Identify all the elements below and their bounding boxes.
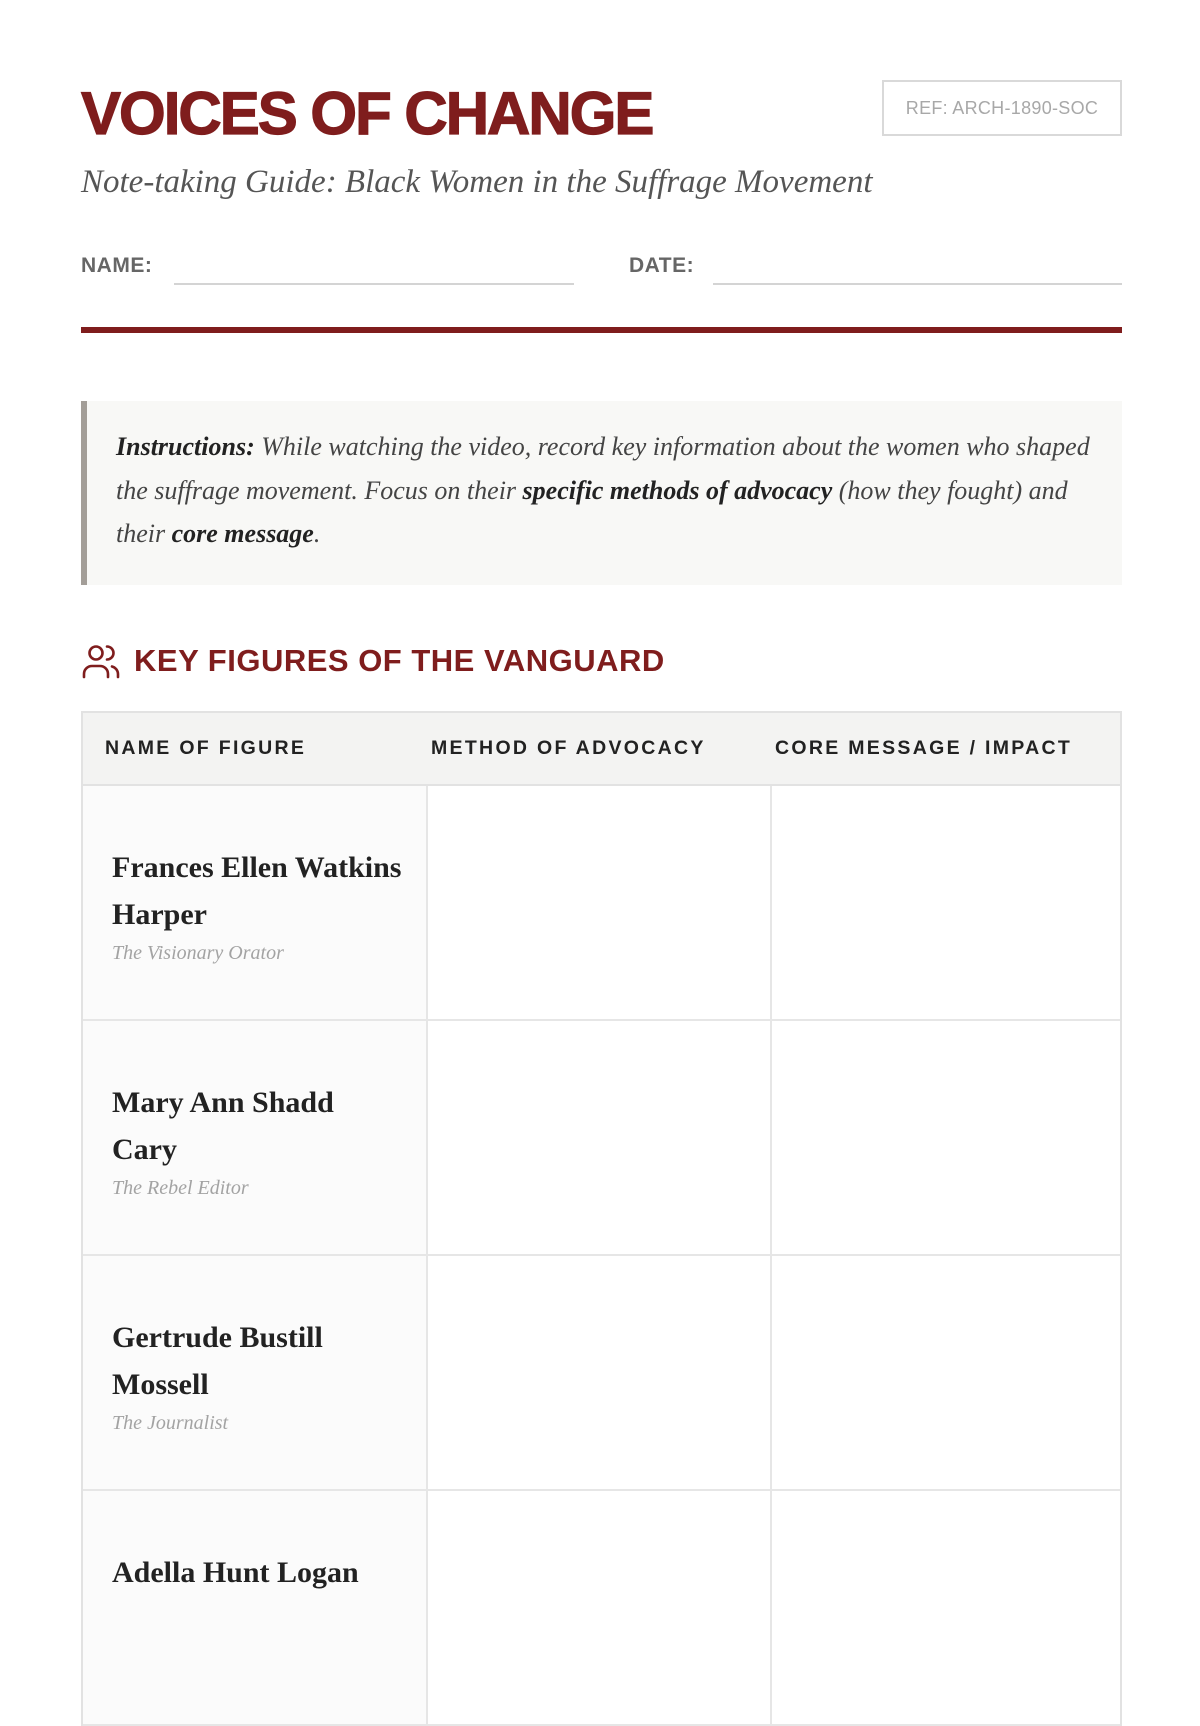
page-subtitle: Note-taking Guide: Black Women in the Suffrage Movement <box>81 164 873 200</box>
message-cell[interactable] <box>772 786 1120 1019</box>
column-header-name: NAME OF FIGURE <box>105 737 307 759</box>
header-divider <box>81 327 1122 333</box>
method-cell[interactable] <box>428 1256 772 1489</box>
name-label: NAME: <box>81 254 153 277</box>
method-cell[interactable] <box>428 1021 772 1254</box>
figure-role: The Visionary Orator <box>112 942 284 964</box>
figure-cell <box>83 1256 428 1489</box>
instructions-text-3: . <box>313 519 321 548</box>
figures-table <box>81 711 1122 1726</box>
page-title: VOICES OF CHANGE <box>81 80 653 147</box>
figure-name: Frances Ellen Watkins Harper <box>112 851 402 931</box>
instructions-text-2: (how they fought) and their <box>116 475 1068 548</box>
figure-role: The Rebel Editor <box>112 1177 249 1199</box>
figure-name: Gertrude Bustill Mossell <box>112 1321 323 1401</box>
worksheet-page <box>81 0 1122 1589</box>
column-header-message: CORE MESSAGE / IMPACT <box>775 737 1073 759</box>
reference-badge: REF: ARCH-1890-SOC <box>882 80 1122 136</box>
section-heading <box>81 638 665 684</box>
instructions-emphasis-1: specific methods of advocacy <box>522 475 833 505</box>
figure-cell <box>83 1491 428 1724</box>
method-cell[interactable] <box>428 786 772 1019</box>
figure-role: The Journalist <box>112 1412 229 1434</box>
method-cell[interactable] <box>428 1491 772 1724</box>
table-row <box>83 1256 1120 1491</box>
name-field[interactable] <box>174 283 574 285</box>
table-row <box>83 1491 1120 1726</box>
table-row <box>83 1021 1120 1256</box>
date-label: DATE: <box>629 254 695 277</box>
student-fields <box>81 250 1122 290</box>
figure-name: Adella Hunt Logan <box>112 1556 359 1589</box>
figure-name: Mary Ann Shadd Cary <box>112 1086 334 1166</box>
message-cell[interactable] <box>772 1021 1120 1254</box>
date-field[interactable] <box>713 283 1122 285</box>
message-cell[interactable] <box>772 1256 1120 1489</box>
instructions-box <box>81 401 1122 585</box>
column-header-method: METHOD OF ADVOCACY <box>431 737 706 759</box>
table-row <box>83 786 1120 1021</box>
instructions-lead: Instructions: <box>116 432 255 461</box>
figure-cell <box>83 786 428 1019</box>
message-cell[interactable] <box>772 1491 1120 1724</box>
worksheet-header <box>81 0 1122 220</box>
instructions-text-1: While watching the video, record key information about the women who shaped the suffrage movement. Focus on their <box>116 432 1090 505</box>
section-title: KEY FIGURES OF THE VANGUARD <box>134 643 665 678</box>
instructions-emphasis-2: core message <box>171 519 314 548</box>
figure-cell <box>83 1021 428 1254</box>
users-icon <box>81 641 121 681</box>
table-header <box>83 713 1120 786</box>
